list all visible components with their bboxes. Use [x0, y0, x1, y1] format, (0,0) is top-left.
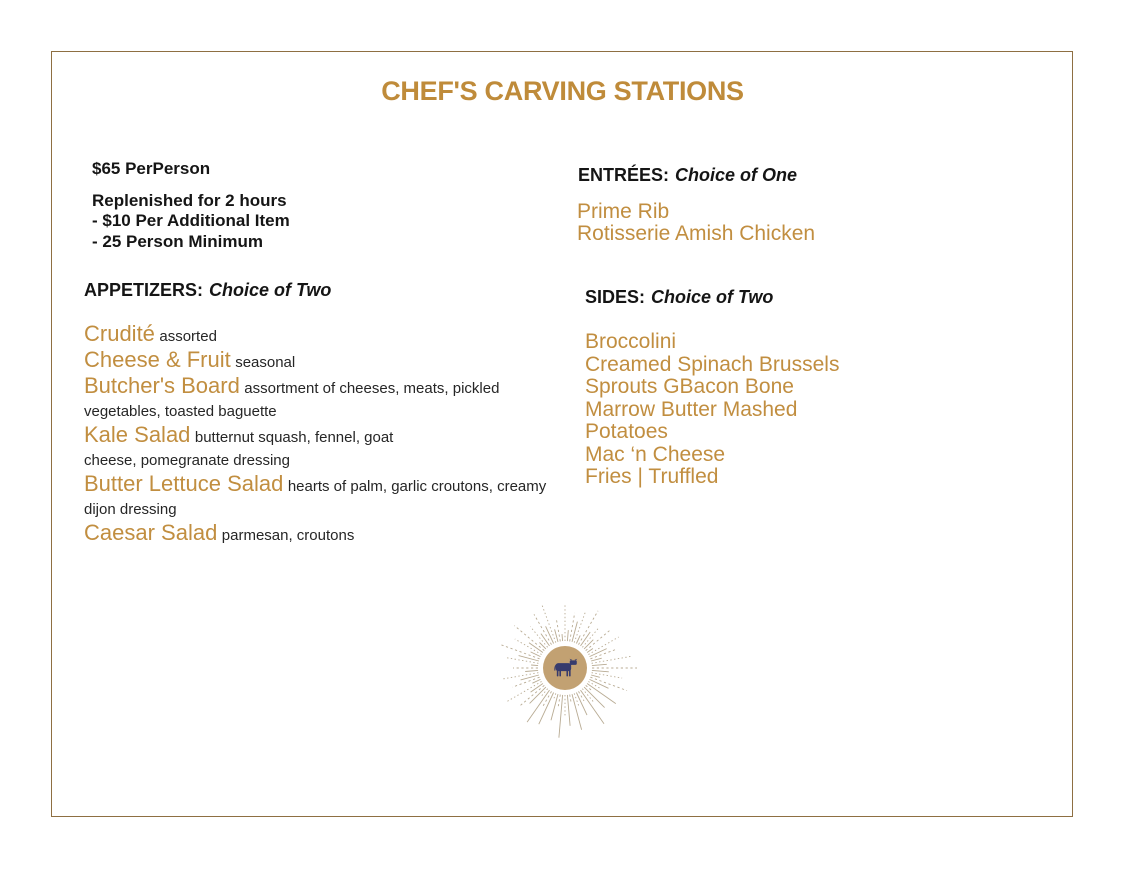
- side-item: Potatoes: [585, 420, 668, 443]
- side-item: Creamed Spinach Brussels: [585, 352, 840, 376]
- entrees-heading-label: ENTRÉES:: [578, 165, 670, 185]
- cow-sunburst-logo: [485, 588, 645, 748]
- entrees-choice-label: Choice of One: [675, 165, 798, 185]
- side-item: Sprouts GBacon Bone: [585, 375, 794, 398]
- menu-item-desc: seasonal: [235, 354, 296, 371]
- menu-item-desc: butternut squash, fennel, goat cheese, pomegranate dressing: [84, 429, 394, 469]
- side-item: Fries | Truffled: [585, 465, 719, 488]
- entrees-list: [577, 201, 815, 245]
- sides-choice-label: Choice of Two: [651, 287, 774, 307]
- menu-item: [84, 521, 560, 547]
- entree-item: Rotisserie Amish Chicken: [577, 222, 816, 245]
- note-line: - $10 Per Additional Item: [92, 211, 290, 230]
- appetizers-choice-label: Choice of Two: [209, 280, 332, 300]
- price-per-person: $65 PerPerson: [92, 159, 211, 178]
- side-item: Marrow Butter Mashed: [585, 397, 798, 421]
- side-item: Mac ‘n Cheese: [585, 442, 726, 466]
- sides-heading: [585, 287, 773, 308]
- menu-item-desc: parmesan, croutons: [221, 527, 355, 544]
- appetizers-heading: [84, 280, 331, 301]
- menu-item-desc: assorted: [159, 328, 217, 345]
- page-title: CHEF'S CARVING STATIONS: [381, 76, 744, 106]
- menu-item-desc: assortment of cheeses, meats, pickled vegetables, toasted baguette: [84, 380, 500, 420]
- note-line: - 25 Person Minimum: [92, 231, 263, 251]
- appetizers-heading-label: APPETIZERS:: [84, 280, 204, 300]
- menu-item-name: Cheese & Fruit: [84, 347, 231, 372]
- replenish-note: Replenished for 2 hours: [92, 190, 287, 210]
- menu-item-name: Caesar Salad: [84, 520, 218, 545]
- menu-item-name: Crudité: [84, 321, 155, 346]
- side-item: Broccolini: [585, 330, 677, 353]
- menu-item: [84, 348, 560, 374]
- sides-heading-label: SIDES:: [585, 287, 646, 307]
- menu-item-name: Butter Lettuce Salad: [84, 471, 284, 496]
- menu-item: [84, 374, 560, 423]
- entrees-heading: [578, 165, 797, 186]
- pricing-info: [92, 159, 290, 252]
- sides-list: [585, 331, 839, 489]
- menu-item-name: Kale Salad: [84, 422, 191, 447]
- menu-item: [84, 322, 560, 348]
- appetizers-list: [84, 322, 560, 547]
- sunburst-icon: [485, 588, 645, 748]
- menu-item: [84, 472, 560, 521]
- menu-item: [84, 423, 449, 472]
- menu-item-name: Butcher's Board: [84, 373, 240, 398]
- entree-item: Prime Rib: [577, 200, 670, 223]
- menu-item-desc: hearts of palm, garlic croutons, creamy dijon dressing: [84, 478, 547, 518]
